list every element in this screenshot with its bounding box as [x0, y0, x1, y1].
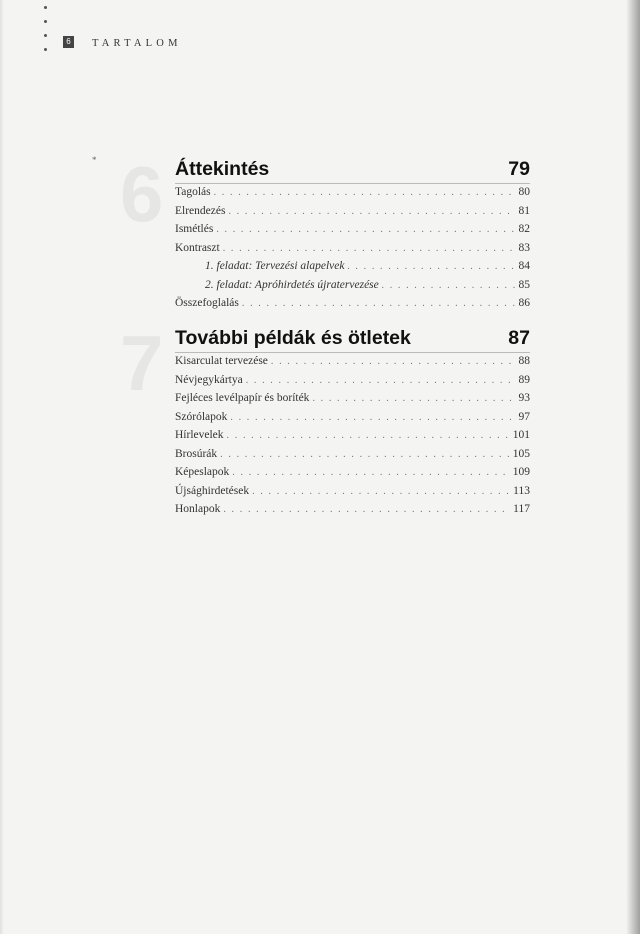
running-title: TARTALOM — [92, 38, 182, 49]
dot-leader — [223, 243, 516, 254]
toc-entry[interactable]: Brosúrák . . . 105 — [175, 448, 530, 467]
toc-entry[interactable]: Összefoglalás . . . 86 — [175, 297, 530, 316]
chapter-page-number: 79 — [508, 158, 530, 180]
dot-leader — [271, 356, 516, 367]
chapter-number: 6 — [120, 150, 164, 238]
toc-entry[interactable]: Tagolás . . . 80 — [175, 186, 530, 205]
dot-leader — [312, 393, 515, 404]
toc-entry[interactable]: Hírlevelek . . . 101 — [175, 429, 530, 448]
dot-leader — [347, 261, 515, 272]
chapter-heading — [175, 326, 530, 353]
dot-leader — [232, 467, 509, 478]
dot-leader — [227, 430, 510, 441]
dot-leader — [246, 375, 516, 386]
page-edge-right — [626, 0, 640, 934]
page-edge-left — [0, 0, 4, 934]
toc-list — [175, 355, 530, 522]
dot-leader — [223, 504, 510, 515]
page-number-badge: 6 — [63, 36, 74, 48]
chapter-page-number: 87 — [508, 327, 530, 349]
toc-entry[interactable]: Fejléces levélpapír és boríték . . . 93 — [175, 392, 530, 411]
dot-leader — [382, 280, 516, 291]
dot-leader — [242, 298, 516, 309]
dot-leader — [252, 486, 510, 497]
dot-leader — [214, 187, 516, 198]
margin-dots — [44, 6, 48, 62]
toc-entry[interactable]: Képeslapok . . . 109 — [175, 466, 530, 485]
toc-entry[interactable]: Ismétlés . . . 82 — [175, 223, 530, 242]
chapter-title: További példák és ötletek — [175, 327, 411, 349]
margin-mark: * — [92, 155, 97, 165]
toc-entry[interactable]: Elrendezés . . . 81 — [175, 205, 530, 224]
toc-subentry[interactable]: 1. feladat: Tervezési alapelvek . . . 84 — [175, 260, 530, 279]
toc-entry[interactable]: Névjegykártya . . . 89 — [175, 374, 530, 393]
toc-entry[interactable]: Kontraszt . . . 83 — [175, 242, 530, 261]
chapter-heading — [175, 157, 530, 184]
toc-list — [175, 186, 530, 316]
toc-entry[interactable]: Honlapok . . . 117 — [175, 503, 530, 522]
toc-entry[interactable]: Szórólapok . . . 97 — [175, 411, 530, 430]
dot-leader — [230, 412, 515, 423]
toc-subentry[interactable]: 2. feladat: Apróhirdetés újratervezése . . . 85 — [175, 279, 530, 298]
chapter-number: 7 — [120, 319, 164, 407]
dot-leader — [220, 449, 510, 460]
toc-entry[interactable]: Kisarculat tervezése . . . 88 — [175, 355, 530, 374]
dot-leader — [216, 224, 515, 235]
chapter-title: Áttekintés — [175, 158, 270, 180]
dot-leader — [228, 206, 515, 217]
toc-entry[interactable]: Újsághirdetések . . . 113 — [175, 485, 530, 504]
